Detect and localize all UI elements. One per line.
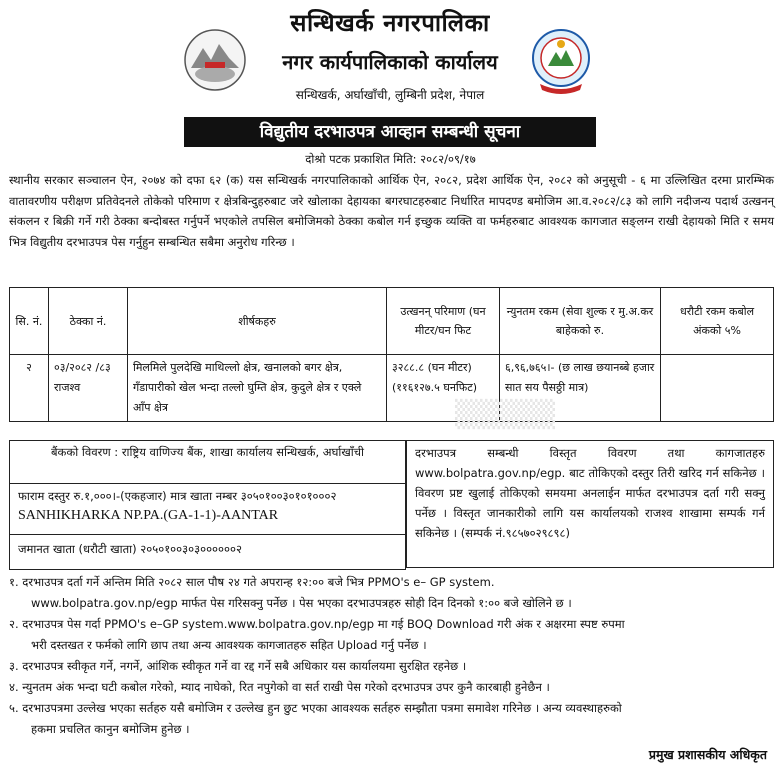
column-header-quantity: उत्खनन् परिमाण (घन मीटर/घन फिट	[387, 288, 500, 355]
cell-contract-no: ०३/२०८२ /८३ राजश्व	[49, 355, 128, 422]
form-fee-info	[10, 484, 405, 535]
cell-quantity: ३२८८.८ (घन मीटर) (११६१२७.५ घनफिट)	[387, 355, 500, 422]
notes-list	[9, 572, 774, 740]
column-header-sn: सि. नं.	[10, 288, 49, 355]
contract-table	[9, 287, 774, 422]
watermark: ▒▒▒▒▒	[455, 400, 555, 430]
cell-deposit	[661, 355, 774, 422]
office-name: नगर कार्यपालिकाको कार्यालय	[282, 50, 498, 74]
form-fee-text: फाराम दस्तुर रु.१,०००।-(एकहजार) मात्र खाता नम्बर ३०५०१००३०१०१०००२	[18, 489, 337, 503]
column-header-min-amount: न्युनतम रकम (सेवा शुल्क र मु.अ.कर बाहेकको रु.	[500, 288, 661, 355]
cell-min-amount: ६,९६,७६५।- (छ लाख छयानब्बे हजार सात सय पैसठ्ठी मात्र)	[500, 355, 661, 422]
notice-title: विद्युतीय दरभाउपत्र आव्हान सम्बन्धी सूचना	[184, 117, 596, 147]
deposit-account: जमानत खाता (धरौटी खाता) २०५०१००३०३००००००२	[18, 542, 242, 556]
municipality-logo-icon	[530, 26, 592, 96]
column-header-deposit: धरौटी रकम कबोल अंकको ५%	[661, 288, 774, 355]
column-header-title: शीर्षकहरु	[128, 288, 387, 355]
publish-date: दोश्रो पटक प्रकाशित मिति: २०८२/०९/१७	[305, 152, 476, 166]
column-header-contract-no: ठेक्का नं.	[49, 288, 128, 355]
cell-sn: २	[10, 355, 49, 422]
office-address: सन्धिखर्क, अर्घाखाँची, लुम्बिनी प्रदेश, नेपाल	[295, 88, 485, 102]
note-2: २. दरभाउपत्र पेस गर्दा PPMO's e–GP system.www.bolpatra.gov.np/egp मा गई BOQ Download गरी अंक र अक्षरमा स्पष्ट रुपमा	[9, 617, 625, 631]
note-1: १. दरभाउपत्र दर्ता गर्ने अन्तिम मिति २०८२ साल पौष २४ गते अपरान्ह १२:०० बजे भित्र PPMO's e– GP system.	[9, 575, 495, 589]
table-row	[10, 355, 774, 422]
note-5-continued: हकमा प्रचलित कानुन बमोजिम हुनेछ ।	[31, 722, 190, 736]
bank-details-box	[9, 440, 406, 570]
note-4: ४. न्युनतम अंक भन्दा घटी कबोल गरेको, म्याद नाघेको, रित नपुगेको वा सर्त राखी पेस गरेको दरभाउपत्र उपर कुनै कारबाही हुनेछैन ।	[9, 680, 550, 694]
organization-name: सन्धिखर्क नगरपालिका	[290, 9, 490, 37]
note-1-continued: www.bolpatra.gov.np/egp मार्फत पेस गरिसक्नु पर्नेछ । पेस भएका दरभाउपत्रहरु सोही दिन दिनको १:०० बजे खोलिने छ ।	[31, 596, 572, 610]
bank-details: बैंकको विवरण : राष्ट्रिय वाणिज्य बैंक, शाखा कार्यालय सन्धिखर्क, अर्घाखाँची	[10, 441, 405, 484]
intro-paragraph: स्थानीय सरकार सञ्चालन ऐन, २०७४ को दफा ६२ (क) यस सन्धिखर्क नगरपालिकाको आर्थिक ऐन, २०८२, प्रदेश आर्थिक ऐन, २०८२ को अनुसूची - ६ मा उल्लिखित दरमा प्रारम्भिक वातावरणीय परीक्षण प्रतिवेदनले तोकेको परिमाण र क्षेत्रबिन्दुहरुबाट जरे खोलाका देहायका बगरघाटहरुबाट निर्धारित मापदण्ड बमोजिम आ.व.२०८२/८३ को लागि नदीजन्य पदार्थ उत्खनन् संकलन र बिक्री गर्ने गरी ठेक्का बन्दोबस्त गर्नुपर्ने भएकोले तपसिल बमोजिमको ठेक्का कबोल गर्न इच्छुक व्यक्ति वा फर्महरुबाट आवश्यक कागजात सङ्लग्न राखी देहायको मिति र समय भित्र विद्युतीय दरभाउपत्र पेस गर्नुहुन सम्बन्धित सबैमा अनुरोध गरिन्छ ।	[9, 173, 774, 249]
note-5: ५. दरभाउपत्रमा उल्लेख भएका सर्तहरु यसै बमोजिम र उल्लेख हुन छुट भएका आवश्यक सर्तहरु सम्झौता पत्रमा समावेश गरिनेछ । अन्य व्यवस्थाहरुको	[9, 701, 622, 715]
tender-details-box: दरभाउपत्र सम्बन्धी विस्तृत विवरण तथा कागजातहरु www.bolpatra.gov.np/egp. बाट तोकिएको दस्तुर तिरी खरिद गर्न सकिनेछ । विवरण प्रष्ट खुलाई तोकिएको समयमा अनलाईन मार्फत दरभाउपत्र दर्ता गरी सक्नु पर्नेछ । विस्तृत जानकारीको लागि यस कार्यालयको राजश्व शाखामा सम्पर्क गर्न सकिनेछ । (सम्पर्क नं.९८५७०२९८९८)	[406, 440, 774, 568]
signatory-title: प्रमुख प्रशासकीय अधिकृत	[648, 747, 767, 762]
table-header-row	[10, 288, 774, 355]
nepal-emblem-icon	[183, 28, 247, 92]
note-3: ३. दरभाउपत्र स्वीकृत गर्ने, नगर्ने, आंशिक स्वीकृत गर्ने वा रद्द गर्ने सबै अधिकार यस कार्यालयमा सुरक्षित रहनेछ ।	[9, 659, 467, 673]
note-2-continued: भरी दस्तखत र फर्मको लागि छाप तथा अन्य आवश्यक कागजातहरु सहित Upload गर्नु पर्नेछ ।	[31, 638, 427, 652]
account-name: SANHIKHARKA NP.PA.(GA-1-1)-AANTAR	[18, 508, 279, 523]
letterhead	[0, 0, 781, 118]
cell-title: मिलमिले पुलदेखि माथिल्लो क्षेत्र, खनालको बगर क्षेत्र, गँडापारीको खेल भन्दा तल्लो घुम्ति क्षेत्र, कुदुले क्षेत्र र एक्ले आँप क्षेत्र	[128, 355, 387, 422]
